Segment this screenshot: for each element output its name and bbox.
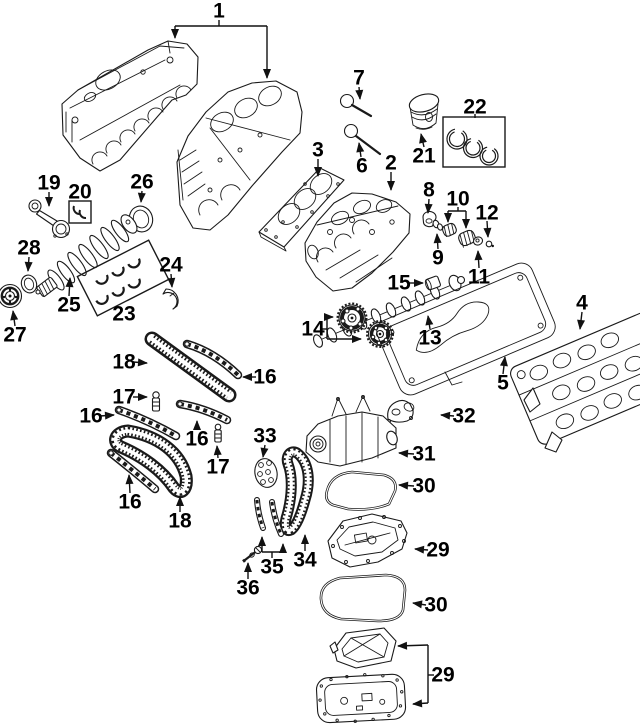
leader-arrowhead (355, 90, 364, 101)
callout-label-7[interactable]: 7 (353, 66, 365, 90)
balance-chain-guides (257, 500, 281, 534)
callout-19-17[interactable] (37, 172, 60, 208)
callout-16-28[interactable] (79, 405, 115, 428)
leader-arrowhead (398, 481, 409, 490)
callout-16-26[interactable] (242, 366, 277, 389)
callout-13-13[interactable] (418, 314, 441, 349)
balance-sprocket-plate (252, 457, 280, 490)
chain-guide-middle (178, 402, 227, 420)
callout-label-6[interactable]: 6 (356, 154, 368, 178)
callout-8-7[interactable] (423, 179, 435, 215)
callout-30-41[interactable] (411, 594, 447, 617)
leader-arrowhead (440, 411, 451, 420)
intake-valve (341, 95, 372, 117)
callout-label-8[interactable]: 8 (423, 178, 435, 202)
callout-label-35[interactable]: 35 (260, 555, 284, 579)
leader-arrowhead (263, 69, 271, 79)
rod-bearing-set (69, 201, 91, 223)
callout-label-16[interactable]: 16 (118, 490, 142, 514)
callout-label-3[interactable]: 3 (312, 138, 324, 162)
callout-label-1[interactable]: 1 (213, 0, 225, 23)
callout-label-14[interactable]: 14 (301, 317, 325, 341)
callout-label-34[interactable]: 34 (293, 548, 317, 572)
callout-label-16[interactable]: 16 (79, 404, 103, 428)
leader-arrowhead (398, 449, 409, 458)
leader-arrowhead (301, 534, 309, 544)
leader-arrowhead (137, 193, 146, 204)
callout-label-18[interactable]: 18 (112, 350, 136, 374)
callout-label-9[interactable]: 9 (432, 246, 444, 270)
callout-11-11[interactable] (468, 250, 491, 289)
leader-arrowhead (576, 320, 585, 331)
callout-label-19[interactable]: 19 (37, 171, 61, 195)
leader-arrowhead (444, 213, 452, 223)
callout-label-36[interactable]: 36 (236, 576, 260, 600)
callout-36-36[interactable] (236, 562, 259, 600)
callout-31-38[interactable] (398, 443, 436, 466)
callout-18-25[interactable] (112, 351, 148, 374)
valve-cover (508, 305, 640, 452)
callout-29-40[interactable] (414, 539, 450, 562)
callout-label-2[interactable]: 2 (385, 151, 397, 175)
callout-label-30[interactable]: 30 (424, 593, 448, 617)
leader-arrowhead (213, 445, 222, 456)
callout-32-37[interactable] (440, 405, 476, 428)
callout-2-3[interactable] (385, 152, 397, 192)
callout-label-13[interactable]: 13 (418, 326, 442, 350)
balance-chain (285, 452, 308, 531)
leader-arrowhead (167, 278, 176, 289)
leader-arrowhead (474, 250, 483, 260)
callout-label-21[interactable]: 21 (412, 144, 436, 168)
spring-seat (432, 219, 443, 230)
oil-baffle (330, 628, 396, 668)
callout-label-31[interactable]: 31 (412, 442, 436, 466)
leader-arrowhead (483, 228, 492, 238)
callout-label-17[interactable]: 17 (206, 455, 230, 479)
leader-arrowhead (417, 132, 427, 144)
leader-arrowhead (414, 545, 425, 554)
valve-spring-outer (457, 229, 477, 248)
callout-label-25[interactable]: 25 (57, 293, 81, 317)
leader-arrowhead (279, 543, 287, 553)
callout-label-18[interactable]: 18 (168, 509, 192, 533)
leader-arrowhead (138, 393, 148, 401)
callout-26-19[interactable] (130, 171, 153, 204)
callout-27-22[interactable] (3, 309, 26, 346)
callout-10-8[interactable] (444, 188, 470, 230)
leader-arrowhead (433, 233, 442, 244)
callout-label-29[interactable]: 29 (431, 663, 455, 687)
callout-18-32[interactable] (168, 496, 192, 533)
thrust-washer (163, 289, 178, 309)
callout-label-28[interactable]: 28 (17, 236, 41, 260)
leader-arrowhead (387, 181, 395, 191)
leader-arrowhead (414, 279, 424, 287)
callout-23-23[interactable] (112, 303, 135, 326)
piston-ring-set (443, 117, 505, 169)
callout-label-16[interactable]: 16 (185, 427, 209, 451)
lower-oil-pan (316, 671, 406, 724)
guide-bolt (243, 546, 262, 561)
chain-tensioner-upper (153, 392, 160, 411)
piston (407, 91, 440, 129)
leader-arrowhead (324, 313, 334, 321)
callout-21-4[interactable] (412, 132, 436, 167)
valve-spring-inner (441, 222, 457, 237)
water-outlet (388, 400, 416, 422)
callout-label-17[interactable]: 17 (112, 385, 136, 409)
callout-17-27[interactable] (112, 386, 148, 409)
oil-pump-gasket (326, 472, 395, 509)
callout-6-2[interactable] (355, 141, 368, 177)
upper-oil-pan (328, 514, 407, 567)
callout-16-29[interactable] (185, 420, 208, 451)
leader-arrowhead (105, 411, 116, 420)
callout-34-34[interactable] (293, 534, 317, 572)
leader-arrowhead (462, 219, 470, 229)
leader-arrowhead (242, 373, 252, 381)
callout-label-29[interactable]: 29 (426, 538, 450, 562)
callout-17-30[interactable] (206, 445, 229, 479)
chain-tensioner-lower (215, 424, 221, 442)
callout-22-5[interactable] (463, 96, 486, 119)
callout-28-20[interactable] (17, 237, 41, 273)
callout-label-16[interactable]: 16 (253, 365, 277, 389)
callout-7-1[interactable] (353, 67, 365, 101)
callout-label-11[interactable]: 11 (467, 265, 491, 289)
callout-20-18[interactable] (68, 181, 91, 204)
leader-arrowhead (352, 335, 362, 343)
callout-label-4[interactable]: 4 (576, 291, 588, 315)
callout-label-32[interactable]: 32 (452, 404, 476, 428)
leader-arrowhead (412, 699, 423, 708)
callout-30-39[interactable] (398, 475, 436, 498)
valve-lifter (424, 276, 441, 291)
leader-arrowhead (397, 642, 407, 650)
callout-35-35[interactable] (258, 536, 287, 579)
oil-pump-assembly (306, 396, 399, 467)
callout-33-33[interactable] (253, 425, 276, 459)
callout-label-33[interactable]: 33 (253, 424, 277, 448)
callout-label-30[interactable]: 30 (412, 474, 436, 498)
callout-label-24[interactable]: 24 (159, 253, 183, 277)
callout-label-22[interactable]: 22 (463, 95, 487, 119)
cylinder-block-upper (62, 41, 198, 171)
callout-label-5[interactable]: 5 (497, 371, 509, 395)
callout-label-15[interactable]: 15 (387, 271, 411, 295)
leader-arrowhead (171, 29, 179, 39)
valve-keeper (486, 241, 494, 247)
oil-pan-gasket (321, 575, 405, 621)
leader-arrowhead (45, 197, 53, 207)
callout-label-27[interactable]: 27 (3, 323, 27, 347)
leader-arrowhead (244, 562, 252, 572)
leader-arrowhead (258, 536, 266, 546)
callout-label-12[interactable]: 12 (475, 201, 499, 225)
leader-arrowhead (138, 358, 149, 367)
callout-12-9[interactable] (475, 202, 498, 239)
leader-arrowhead (24, 262, 33, 273)
callout-label-26[interactable]: 26 (130, 170, 154, 194)
callout-5-15[interactable] (497, 356, 509, 395)
crankshaft-damper (0, 285, 22, 308)
callout-4-16[interactable] (576, 292, 588, 331)
callout-label-23[interactable]: 23 (112, 302, 136, 326)
callout-9-10[interactable] (432, 233, 444, 270)
callout-label-20[interactable]: 20 (68, 180, 92, 204)
callout-label-10[interactable]: 10 (446, 187, 470, 211)
